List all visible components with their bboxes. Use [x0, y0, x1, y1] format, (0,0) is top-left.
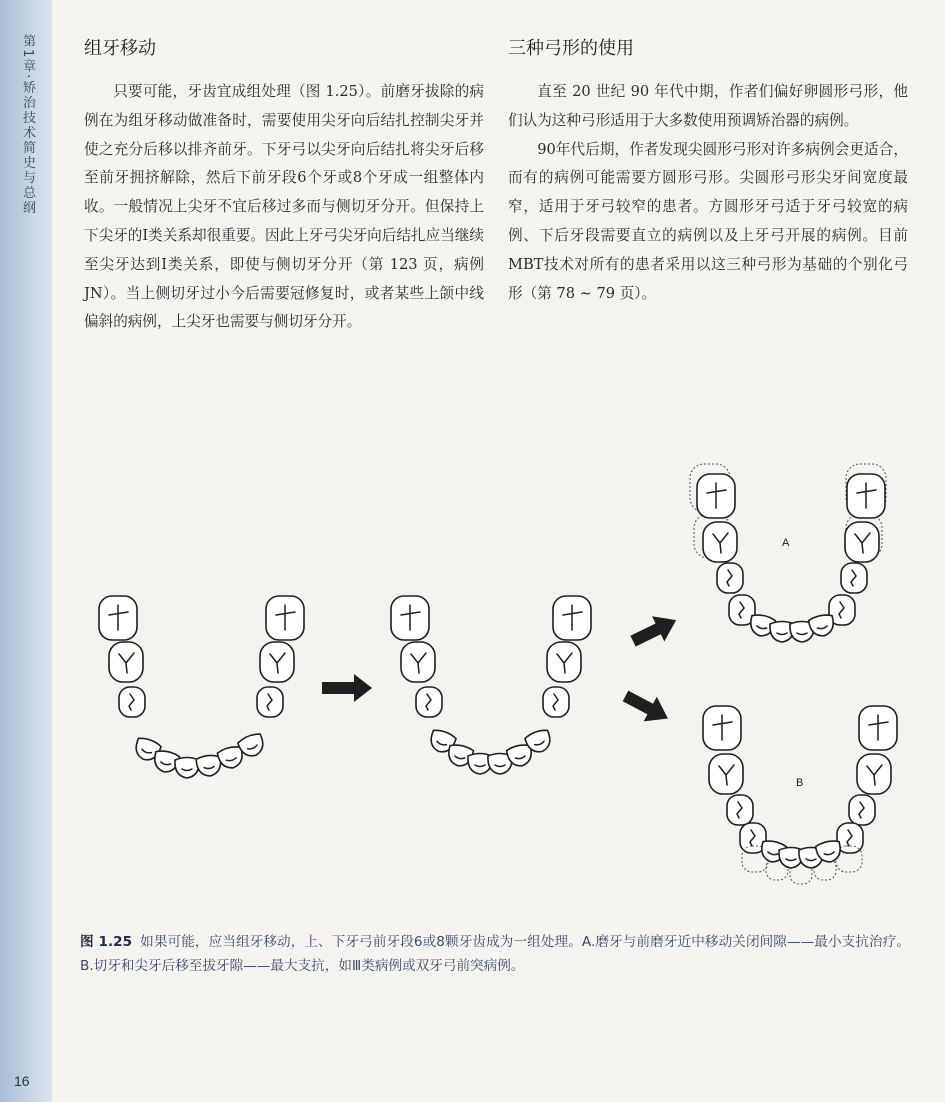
chapter-label: 第1章·矫治技术简史与总纲: [20, 34, 35, 216]
body-paragraph: 90年代后期，作者发现尖圆形弓形对许多病例会更适合，而有的病例可能需要方圆形弓形。尖圆形弓形尖牙间宽度最窄，适用于牙弓较窄的患者。方圆形牙弓适于牙弓较宽的病例、下后牙段需要直立的病例以及上牙弓开展的病例。目前MBT技术对所有的患者采用以这三种弓形为基础的个别化弓形（第 78 ~ 79 页）。: [508, 140, 908, 302]
page-number: 16: [14, 1073, 30, 1089]
section-title: 组牙移动: [84, 38, 156, 59]
figure-caption: [80, 930, 910, 978]
panel-label-b: B: [796, 777, 804, 789]
arch-panel-a: [690, 464, 886, 642]
arch-canine-retracted: [391, 596, 591, 774]
body-paragraph: 直至 20 世纪 90 年代中期，作者们偏好卵圆形弓形，他们认为这种弓形适用于大多数使用预调矫治器的病例。: [508, 83, 908, 129]
arrow-down-right-icon: [619, 684, 675, 731]
panel-label-a: A: [782, 537, 790, 549]
caption-text: 如果可能，应当组牙移动，上、下牙弓前牙段6或8颗牙齿成为一组处理。A.磨牙与前磨牙近中移动关闭间隙——最小支抗治疗。B.切牙和尖牙后移至拔牙隙——最大支抗，如Ⅲ类病例或双牙弓前突病例。: [80, 934, 910, 974]
section-arch-forms: [508, 34, 908, 308]
figure-number: 图 1.25: [80, 934, 133, 950]
chapter-sidebar: [0, 0, 52, 1102]
body-paragraph: 只要可能，牙齿宜成组处理（图 1.25）。前磨牙拔除的病例在为组牙移动做准备时，需要使用尖牙向后结扎控制尖牙并使之充分后移以排齐前牙。下牙弓以尖牙向后结扎将尖牙后移至前牙拥挤解除，然后下前牙段6个牙或8个牙成一组整体内收。一般情况上尖牙不宜后移过多而与侧切牙分开。但保持上下尖牙的I类关系却很重要。因此上牙弓尖牙向后结扎应当继续至尖牙达到I类关系，即使与侧切牙分开（第 123 页，病例 JN）。当上侧切牙过小今后需要冠修复时，或者某些上颌中线偏斜的病例，上尖牙也需要与侧切牙分开。: [84, 83, 484, 331]
section-group-movement: [84, 34, 484, 337]
arch-panel-b: [703, 706, 897, 884]
figure-illustration: [90, 460, 910, 890]
arrow-up-right-icon: [627, 608, 682, 654]
arch-initial: [99, 596, 304, 778]
section-title: 三种弓形的使用: [508, 38, 634, 59]
right-arrow-icon: [322, 674, 372, 702]
tooth-movement-figure: [90, 460, 910, 890]
